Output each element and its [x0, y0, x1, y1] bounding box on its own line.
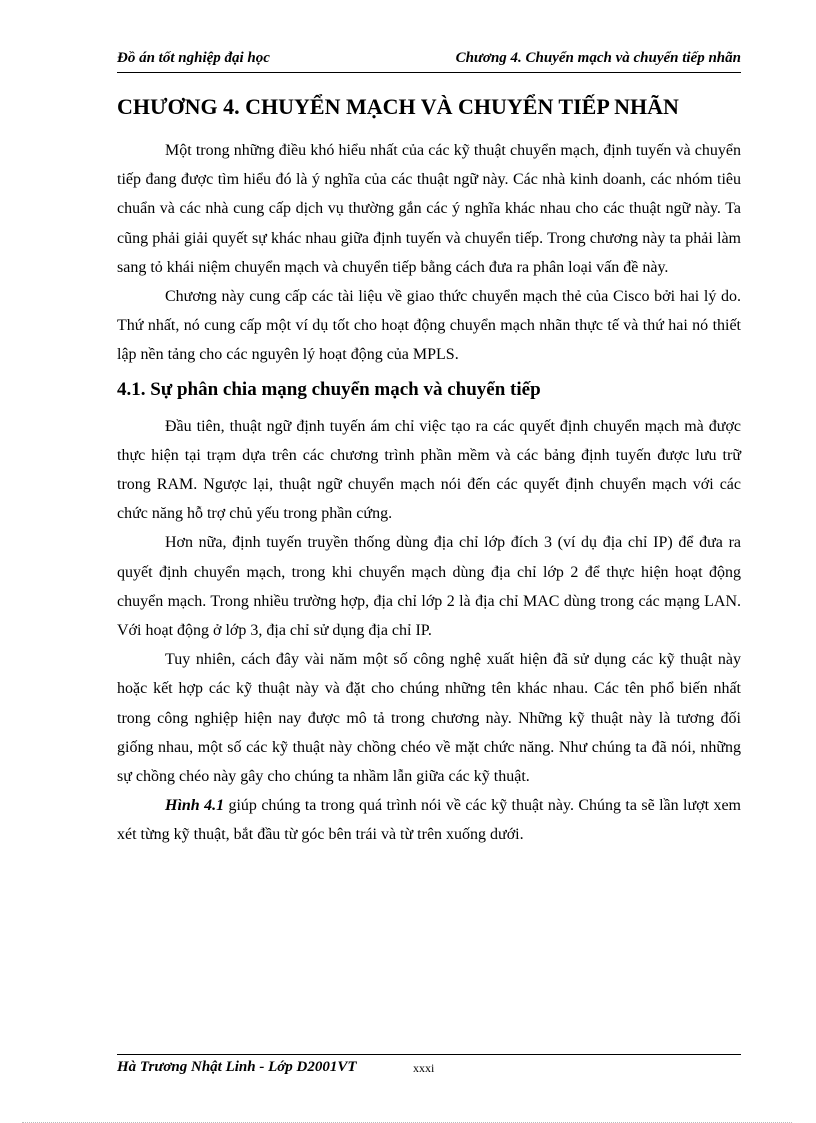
- header-chapter-title: Chương 4. Chuyển mạch và chuyển tiếp nhãn: [455, 50, 741, 66]
- section-paragraph-4: [117, 791, 741, 849]
- footer-author: Hà Trương Nhật Linh - Lớp D2001VT: [117, 1059, 357, 1075]
- chapter-title: CHƯƠNG 4. CHUYỂN MẠCH VÀ CHUYỂN TIẾP NHÃN: [117, 94, 679, 119]
- page-header: [117, 46, 741, 73]
- page-number: xxxi: [413, 1061, 435, 1075]
- page-footer: [117, 1054, 741, 1079]
- figure-reference: Hình 4.1: [165, 797, 225, 815]
- intro-paragraph-1: Một trong những điều khó hiểu nhất của các kỹ thuật chuyển mạch, định tuyến và chuyển tiếp đang được tìm hiểu đó là ý nghĩa của các thuật ngữ này. Các nhà kinh doanh, các nhóm tiêu chuẩn và các nhà cung cấp dịch vụ thường gắn các ý nghĩa khác nhau cho các thuật ngữ này. Ta cũng phải giải quyết sự khác nhau giữa định tuyến và chuyển tiếp. Trong chương này ta phải làm sang tỏ khái niệm chuyển mạch và chuyển tiếp bằng cách đưa ra phân loại vấn đề này.: [117, 142, 741, 276]
- section-heading: 4.1. Sự phân chia mạng chuyển mạch và chuyển tiếp: [117, 378, 541, 400]
- section-paragraph-4-text: giúp chúng ta trong quá trình nói về các kỹ thuật này. Chúng ta sẽ lần lượt xem xét từng kỹ thuật, bắt đầu từ góc bên trái và từ trên xuống dưới.: [117, 797, 742, 844]
- header-document-title: Đồ án tốt nghiệp đại học: [117, 50, 270, 66]
- section-paragraph-1: Đầu tiên, thuật ngữ định tuyến ám chỉ việc tạo ra các quyết định chuyển mạch mà được thực hiện tại trạm dựa trên các chương trình phần mềm và các bảng định tuyến được lưu trữ trong RAM. Ngược lại, thuật ngữ chuyển mạch nói đến các quyết định chuyển mạch với các chức năng hỗ trợ chủ yếu trong phần cứng.: [117, 417, 741, 523]
- section-paragraph-2: Hơn nữa, định tuyến truyền thống dùng địa chỉ lớp đích 3 (ví dụ địa chỉ IP) để đưa ra quyết định chuyển mạch, trong khi chuyển mạch dùng địa chỉ lớp 2 để thực hiện hoạt động chuyển mạch. Trong nhiều trường hợp, địa chỉ lớp 2 là địa chỉ MAC dùng trong các mạng LAN. Với hoạt động ở lớp 3, địa chỉ sử dụng địa chỉ IP.: [117, 534, 741, 640]
- document-body: [117, 136, 741, 850]
- section-paragraph-3: Tuy nhiên, cách đây vài năm một số công nghệ xuất hiện đã sử dụng các kỹ thuật này hoặc kết hợp các kỹ thuật này và đặt cho chúng những tên khác nhau. Các tên phổ biến nhất trong công nghiệp hiện nay được mô tả trong chương này. Những kỹ thuật này là tương đối giống nhau, một số các kỹ thuật này chồng chéo về mặt chức năng. Như chúng ta đã nói, những sự chồng chéo này gây cho chúng ta nhầm lẫn giữa các kỹ thuật.: [117, 651, 741, 786]
- intro-paragraph-2: Chương này cung cấp các tài liệu về giao thức chuyển mạch thẻ của Cisco bởi hai lý do. Thứ nhất, nó cung cấp một ví dụ tốt cho hoạt động chuyển mạch nhãn thực tế và thứ hai nó thiết lập nền tảng cho các nguyên lý hoạt động của MPLS.: [117, 288, 741, 364]
